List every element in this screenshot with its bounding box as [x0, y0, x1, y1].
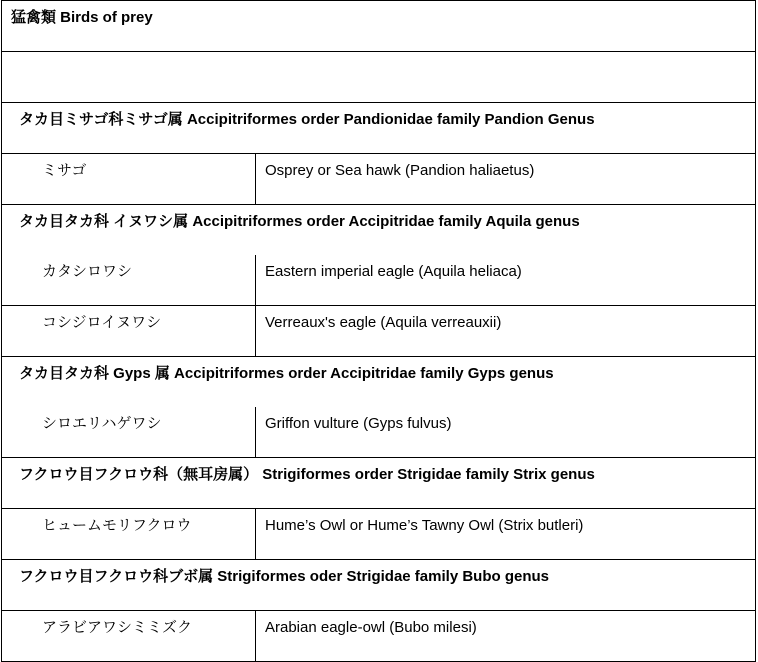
species-jp-name: ミサゴ [42, 162, 87, 179]
species-en-name: Arabian eagle-owl (Bubo milesi) [265, 619, 477, 636]
species-row [2, 306, 756, 357]
group-heading-cell [2, 458, 756, 509]
group-heading-cell [2, 103, 756, 154]
species-en-cell [256, 611, 756, 662]
species-en-cell [256, 306, 756, 357]
species-en-cell [256, 255, 756, 306]
group-heading-row [2, 458, 756, 509]
species-jp-cell [2, 611, 256, 662]
group-heading-cell [2, 205, 756, 256]
species-jp-name: アラビアワシミミズク [42, 619, 193, 636]
table-title: 猛禽類 Birds of prey [11, 9, 153, 26]
species-jp-cell [2, 407, 256, 458]
group-heading: フクロウ目フクロウ科ブボ属 Strigiformes oder Strigidae family Bubo genus [19, 568, 549, 585]
title-cell [2, 1, 756, 52]
species-row [2, 407, 756, 458]
species-en-name: Hume’s Owl or Hume’s Tawny Owl (Strix butleri) [265, 517, 584, 534]
group-heading-row [2, 103, 756, 154]
blank-row [2, 52, 756, 103]
species-jp-name: コシジロイヌワシ [42, 314, 162, 331]
group-heading-row [2, 205, 756, 256]
species-jp-cell [2, 509, 256, 560]
group-heading: フクロウ目フクロウ科（無耳房属） Strigiformes order Strigidae family Strix genus [19, 466, 595, 483]
group-heading: タカ目ミサゴ科ミサゴ属 Accipitriformes order Pandionidae family Pandion Genus [19, 111, 595, 128]
group-heading: タカ目タカ科 イヌワシ属 Accipitriformes order Accipitridae family Aquila genus [19, 213, 580, 230]
species-en-cell [256, 154, 756, 205]
species-en-cell [256, 509, 756, 560]
species-jp-cell [2, 154, 256, 205]
group-heading: タカ目タカ科 Gyps 属 Accipitriformes order Accipitridae family Gyps genus [19, 365, 554, 382]
group-heading-row [2, 560, 756, 611]
species-en-name: Eastern imperial eagle (Aquila heliaca) [265, 263, 522, 280]
birds-of-prey-table [1, 0, 756, 662]
species-row [2, 154, 756, 205]
title-row [2, 1, 756, 52]
group-heading-cell [2, 357, 756, 408]
group-heading-row [2, 357, 756, 408]
species-jp-name: シロエリハゲワシ [42, 415, 162, 432]
species-jp-cell [2, 255, 256, 306]
species-jp-cell [2, 306, 256, 357]
species-en-name: Griffon vulture (Gyps fulvus) [265, 415, 452, 432]
species-jp-name: ヒュームモリフクロウ [42, 517, 192, 534]
blank-cell [2, 52, 756, 103]
species-en-cell [256, 407, 756, 458]
species-jp-name: カタシロワシ [42, 263, 133, 280]
group-heading-cell [2, 560, 756, 611]
species-en-name: Verreaux's eagle (Aquila verreauxii) [265, 314, 502, 331]
species-row [2, 611, 756, 662]
species-row [2, 255, 756, 306]
species-row [2, 509, 756, 560]
species-en-name: Osprey or Sea hawk (Pandion haliaetus) [265, 162, 535, 179]
